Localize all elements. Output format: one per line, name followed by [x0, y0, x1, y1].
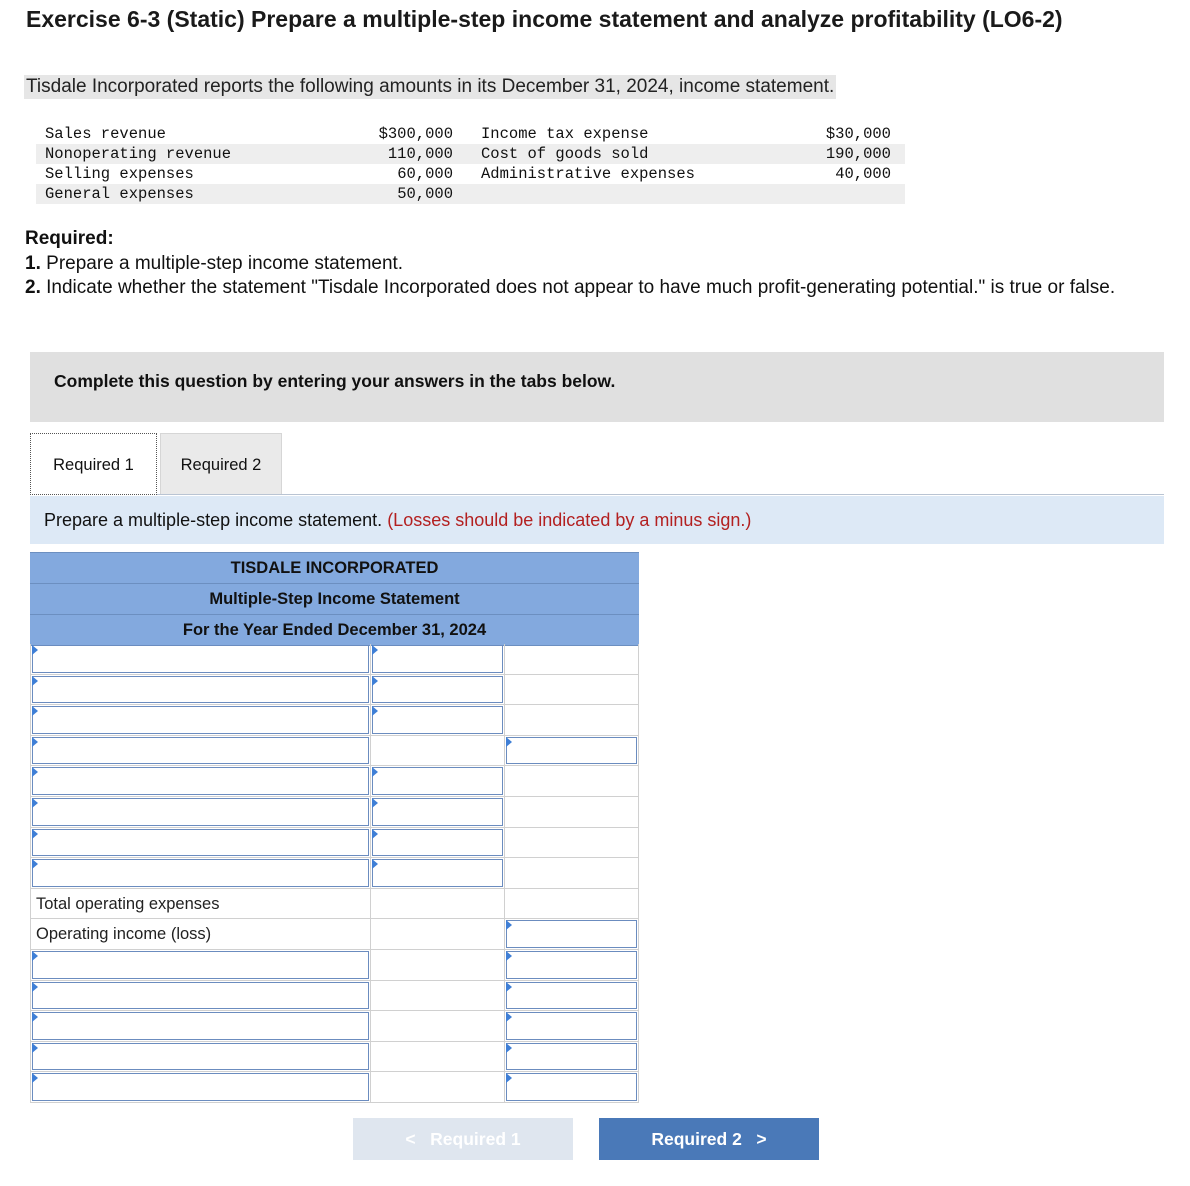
- prev-label: Required 1: [430, 1129, 521, 1149]
- amount-input[interactable]: [372, 859, 503, 887]
- amount-cell: [371, 950, 505, 980]
- required-heading: Required:: [25, 228, 114, 249]
- statement-row: [30, 644, 639, 675]
- label-input[interactable]: [32, 676, 369, 704]
- total-cell[interactable]: [505, 1072, 639, 1102]
- required-text: Indicate whether the statement "Tisdale Incorporated does not appear to have much profit-generating potential." is true or false.: [46, 277, 1116, 298]
- label-cell[interactable]: [30, 1072, 371, 1102]
- total-cell[interactable]: [505, 981, 639, 1011]
- amount-input[interactable]: [506, 1043, 637, 1071]
- amount-label: Administrative expenses: [481, 165, 695, 183]
- amount-input[interactable]: [372, 706, 503, 734]
- amount-value: $30,000: [825, 125, 891, 143]
- label-input[interactable]: [32, 706, 369, 734]
- amounts-row: [36, 184, 905, 204]
- statement-name: Multiple-Step Income Statement: [30, 584, 639, 615]
- label-cell[interactable]: [30, 981, 371, 1011]
- amount-input[interactable]: [506, 920, 637, 948]
- amount-label: General expenses: [45, 185, 194, 203]
- amount-input[interactable]: [372, 798, 503, 826]
- amount-cell: [371, 919, 505, 949]
- total-cell: [505, 889, 639, 919]
- next-button[interactable]: Required 2 >: [599, 1118, 819, 1160]
- amount-value: 110,000: [387, 145, 453, 163]
- amount-input[interactable]: [506, 951, 637, 979]
- statement-row: [30, 889, 639, 920]
- row-label: Operating income (loss): [36, 925, 212, 944]
- label-input[interactable]: [32, 767, 369, 795]
- amount-cell[interactable]: [371, 858, 505, 888]
- label-input[interactable]: [32, 982, 369, 1010]
- label-cell[interactable]: [30, 828, 371, 858]
- required-text: Prepare a multiple-step income statement.: [46, 253, 404, 274]
- amounts-row: [36, 164, 905, 184]
- amount-label: Nonoperating revenue: [45, 145, 232, 163]
- label-cell: [30, 919, 371, 949]
- label-cell[interactable]: [30, 675, 371, 705]
- label-cell: [30, 889, 371, 919]
- amount-value: 60,000: [397, 165, 453, 183]
- total-cell: [505, 705, 639, 735]
- total-cell[interactable]: [505, 736, 639, 766]
- statement-row: [30, 736, 639, 767]
- total-cell[interactable]: [505, 950, 639, 980]
- amount-cell[interactable]: [371, 675, 505, 705]
- amount-label: Income tax expense: [481, 125, 649, 143]
- tab-instruction: [30, 496, 1164, 544]
- statement-row: [30, 1042, 639, 1073]
- total-cell: [505, 675, 639, 705]
- label-input[interactable]: [32, 829, 369, 857]
- exercise-title: Exercise 6-3 (Static) Prepare a multiple-step income statement and analyze profitability (LO6-2): [26, 6, 1063, 32]
- label-input[interactable]: [32, 951, 369, 979]
- total-cell[interactable]: [505, 919, 639, 949]
- total-cell[interactable]: [505, 1011, 639, 1041]
- amount-label: Cost of goods sold: [481, 145, 649, 163]
- label-input[interactable]: [32, 1073, 369, 1101]
- amount-input[interactable]: [372, 645, 503, 673]
- required-number: 1.: [25, 253, 41, 274]
- amount-input[interactable]: [506, 982, 637, 1010]
- amount-input[interactable]: [372, 767, 503, 795]
- statement-grid: [30, 644, 639, 1103]
- required-item-2: [25, 276, 1170, 300]
- label-input[interactable]: [32, 1012, 369, 1040]
- row-label: Total operating expenses: [36, 894, 220, 913]
- statement-row: [30, 1011, 639, 1042]
- label-input[interactable]: [32, 737, 369, 765]
- label-input[interactable]: [32, 798, 369, 826]
- statement-row: [30, 1072, 639, 1103]
- tab-required-1[interactable]: Required 1: [30, 433, 157, 495]
- statement-row: [30, 828, 639, 859]
- amount-input[interactable]: [506, 737, 637, 765]
- amount-input[interactable]: [506, 1012, 637, 1040]
- company-name: TISDALE INCORPORATED: [30, 552, 639, 584]
- label-input[interactable]: [32, 1043, 369, 1071]
- amount-cell[interactable]: [371, 705, 505, 735]
- amount-input[interactable]: [506, 1073, 637, 1101]
- label-cell[interactable]: [30, 950, 371, 980]
- amount-cell[interactable]: [371, 828, 505, 858]
- total-cell: [505, 797, 639, 827]
- statement-row: [30, 981, 639, 1012]
- amount-cell: [371, 1072, 505, 1102]
- label-cell[interactable]: [30, 736, 371, 766]
- label-cell[interactable]: [30, 644, 371, 674]
- amount-value: 50,000: [397, 185, 453, 203]
- amounts-row: [36, 124, 905, 144]
- total-cell: [505, 858, 639, 888]
- total-cell[interactable]: [505, 1042, 639, 1072]
- required-item-1: [25, 252, 1170, 276]
- amount-value: 40,000: [835, 165, 891, 183]
- required-number: 2.: [25, 277, 41, 298]
- statement-row: [30, 705, 639, 736]
- amount-label: Selling expenses: [45, 165, 194, 183]
- total-cell: [505, 828, 639, 858]
- instruction-note: (Losses should be indicated by a minus sign.): [387, 510, 752, 530]
- amount-cell: [371, 736, 505, 766]
- amount-cell[interactable]: [371, 766, 505, 796]
- amount-cell: [371, 1011, 505, 1041]
- amount-cell: [371, 889, 505, 919]
- statement-row: [30, 950, 639, 981]
- banner-text: Complete this question by entering your answers in the tabs below.: [54, 371, 616, 391]
- amounts-row: [36, 144, 905, 164]
- total-cell: [505, 644, 639, 674]
- total-cell: [505, 766, 639, 796]
- statement-row: [30, 858, 639, 889]
- label-cell[interactable]: [30, 705, 371, 735]
- label-cell[interactable]: [30, 858, 371, 888]
- tab-required-2[interactable]: Required 2: [160, 433, 282, 495]
- intro-text: Tisdale Incorporated reports the following amounts in its December 31, 2024, income statement.: [26, 76, 835, 97]
- label-input[interactable]: [32, 859, 369, 887]
- label-cell[interactable]: [30, 797, 371, 827]
- statement-row: [30, 766, 639, 797]
- amount-input[interactable]: [372, 829, 503, 857]
- amount-value: 190,000: [825, 145, 891, 163]
- instruction-banner: [30, 352, 1164, 422]
- amount-cell[interactable]: [371, 797, 505, 827]
- amount-cell: [371, 981, 505, 1011]
- statement-header: [30, 552, 639, 646]
- next-label: Required 2: [651, 1129, 742, 1149]
- amount-input[interactable]: [372, 676, 503, 704]
- amount-cell[interactable]: [371, 644, 505, 674]
- statement-row: [30, 675, 639, 706]
- instruction-main: Prepare a multiple-step income statement.: [44, 510, 383, 530]
- tab-divider: [157, 494, 1164, 495]
- prev-button[interactable]: < Required 1: [353, 1118, 573, 1160]
- label-cell[interactable]: [30, 766, 371, 796]
- label-cell[interactable]: [30, 1011, 371, 1041]
- amount-cell: [371, 1042, 505, 1072]
- amounts-table: [36, 124, 905, 204]
- statement-period: For the Year Ended December 31, 2024: [30, 615, 639, 646]
- label-cell[interactable]: [30, 1042, 371, 1072]
- amount-label: Sales revenue: [45, 125, 166, 143]
- statement-row: [30, 797, 639, 828]
- amount-value: $300,000: [378, 125, 453, 143]
- label-input[interactable]: [32, 645, 369, 673]
- statement-row: [30, 919, 639, 950]
